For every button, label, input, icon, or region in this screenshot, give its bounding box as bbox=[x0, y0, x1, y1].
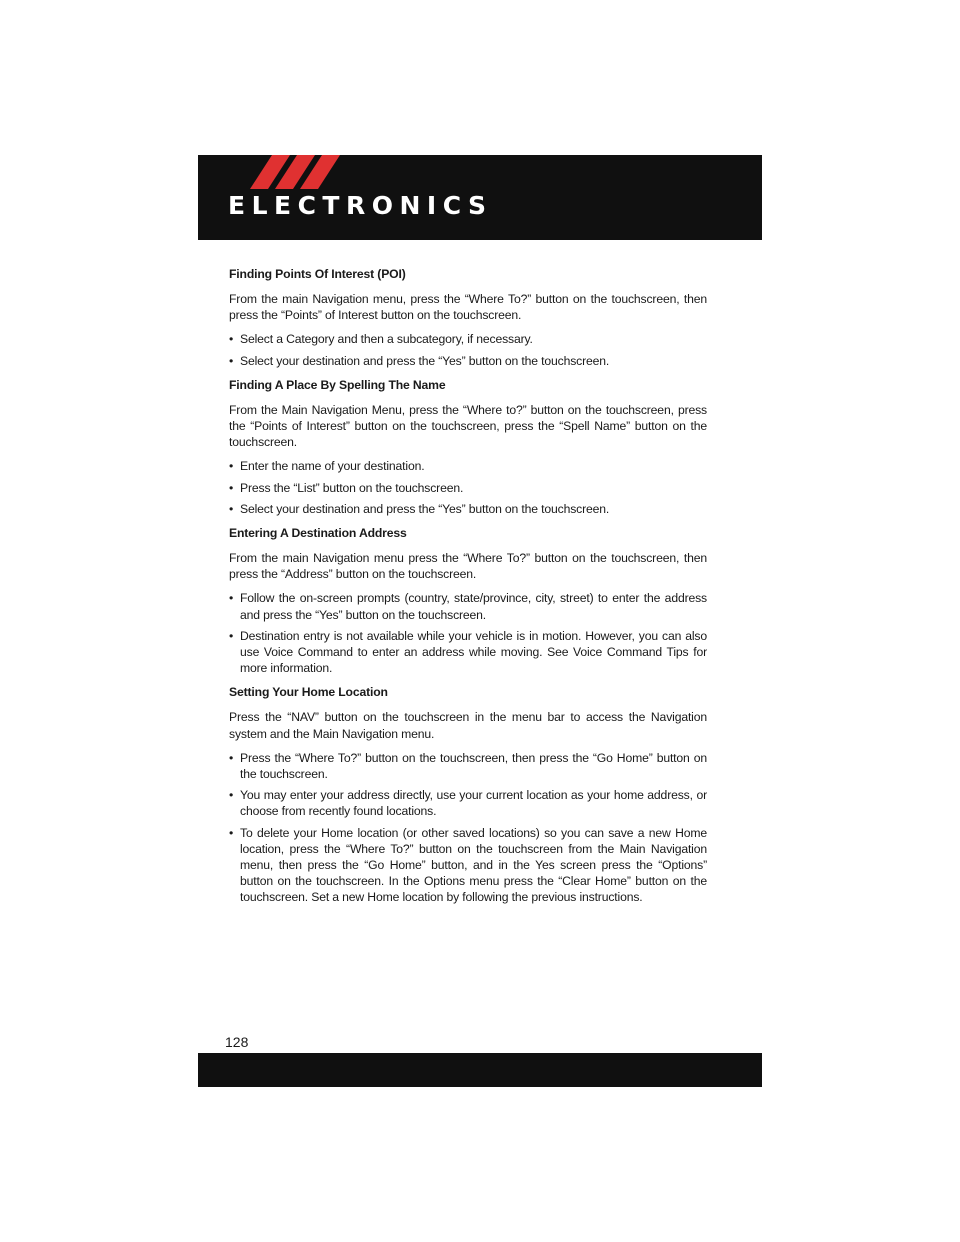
section-spell-name bbox=[229, 377, 707, 517]
section-header-band bbox=[198, 155, 762, 240]
section-title: ELECTRONICS bbox=[228, 191, 493, 220]
bullet-icon: • bbox=[229, 332, 234, 347]
bullet-icon: • bbox=[229, 788, 234, 803]
page-content bbox=[229, 266, 707, 914]
racing-stripes-logo bbox=[250, 155, 340, 189]
section-heading: Entering A Destination Address bbox=[229, 526, 407, 541]
list-item: • Follow the on-screen prompts (country, state/province, city, street) to enter the address and press the “Yes” button on the touchscreen. bbox=[229, 591, 707, 622]
bullet-icon: • bbox=[229, 353, 234, 368]
page-number: 128 bbox=[225, 1034, 249, 1050]
bullet-list bbox=[229, 458, 707, 517]
section-intro: From the main Navigation menu, press the “Where To?” button on the touchscreen, then press the “Points” of Interest button on the touchscreen. bbox=[229, 292, 707, 323]
bullet-icon: • bbox=[229, 591, 234, 606]
section-heading: Finding Points Of Interest (POI) bbox=[229, 267, 406, 281]
section-home-location bbox=[229, 684, 707, 905]
list-item: • To delete your Home location (or other saved locations) so you can save a new Home location, press the “Where To?” button on the touchscreen from the Main Navigation menu, then press the “Go Home” button, and in the Yes screen press the “Options” button on the touchscreen. In the Options menu press the “Clear Home” button on the touchscreen. Set a new Home location by following the previous instructions. bbox=[229, 825, 707, 905]
list-item: • Destination entry is not available while your vehicle is in motion. However, you can also use Voice Command to enter an address while moving. See Voice Command Tips for more information. bbox=[229, 628, 707, 676]
bullet-icon: • bbox=[229, 750, 234, 765]
list-item: • Select your destination and press the “Yes” button on the touchscreen. bbox=[229, 501, 610, 516]
bullet-icon: • bbox=[229, 628, 234, 643]
section-poi bbox=[229, 266, 707, 369]
section-destination-address bbox=[229, 525, 707, 676]
bullet-icon: • bbox=[229, 459, 234, 474]
section-intro: From the Main Navigation Menu, press the “Where to?” button on the touchscreen, press the “Points of Interest” button on the touchscreen, press the “Spell Name” button on the touchscreen. bbox=[229, 402, 707, 450]
section-heading: Setting Your Home Location bbox=[229, 685, 388, 700]
footer-band bbox=[198, 1053, 762, 1087]
bullet-list bbox=[229, 750, 707, 906]
bullet-list bbox=[229, 331, 707, 368]
list-item: • Press the “Where To?” button on the touchscreen, then press the “Go Home” button on the touchscreen. bbox=[229, 750, 707, 782]
section-intro: Press the “NAV” button on the touchscreen in the menu bar to access the Navigation system and the Main Navigation menu. bbox=[229, 710, 707, 741]
bullet-list bbox=[229, 590, 707, 676]
bullet-icon: • bbox=[229, 480, 234, 495]
section-intro: From the main Navigation menu press the “Where To?” button on the touchscreen, then press the “Address” button on the touchscreen. bbox=[229, 551, 707, 582]
list-item: • Select your destination and press the “Yes” button on the touchscreen. bbox=[229, 353, 610, 368]
list-item: • You may enter your address directly, use your current location as your home address, or choose from recently found locations. bbox=[229, 788, 707, 819]
list-item: • Select a Category and then a subcategory, if necessary. bbox=[229, 332, 533, 347]
bullet-icon: • bbox=[229, 825, 234, 840]
list-item: • Enter the name of your destination. bbox=[229, 459, 425, 474]
section-heading: Finding A Place By Spelling The Name bbox=[229, 377, 446, 392]
list-item: • Press the “List” button on the touchscreen. bbox=[229, 480, 464, 495]
bullet-icon: • bbox=[229, 501, 234, 516]
